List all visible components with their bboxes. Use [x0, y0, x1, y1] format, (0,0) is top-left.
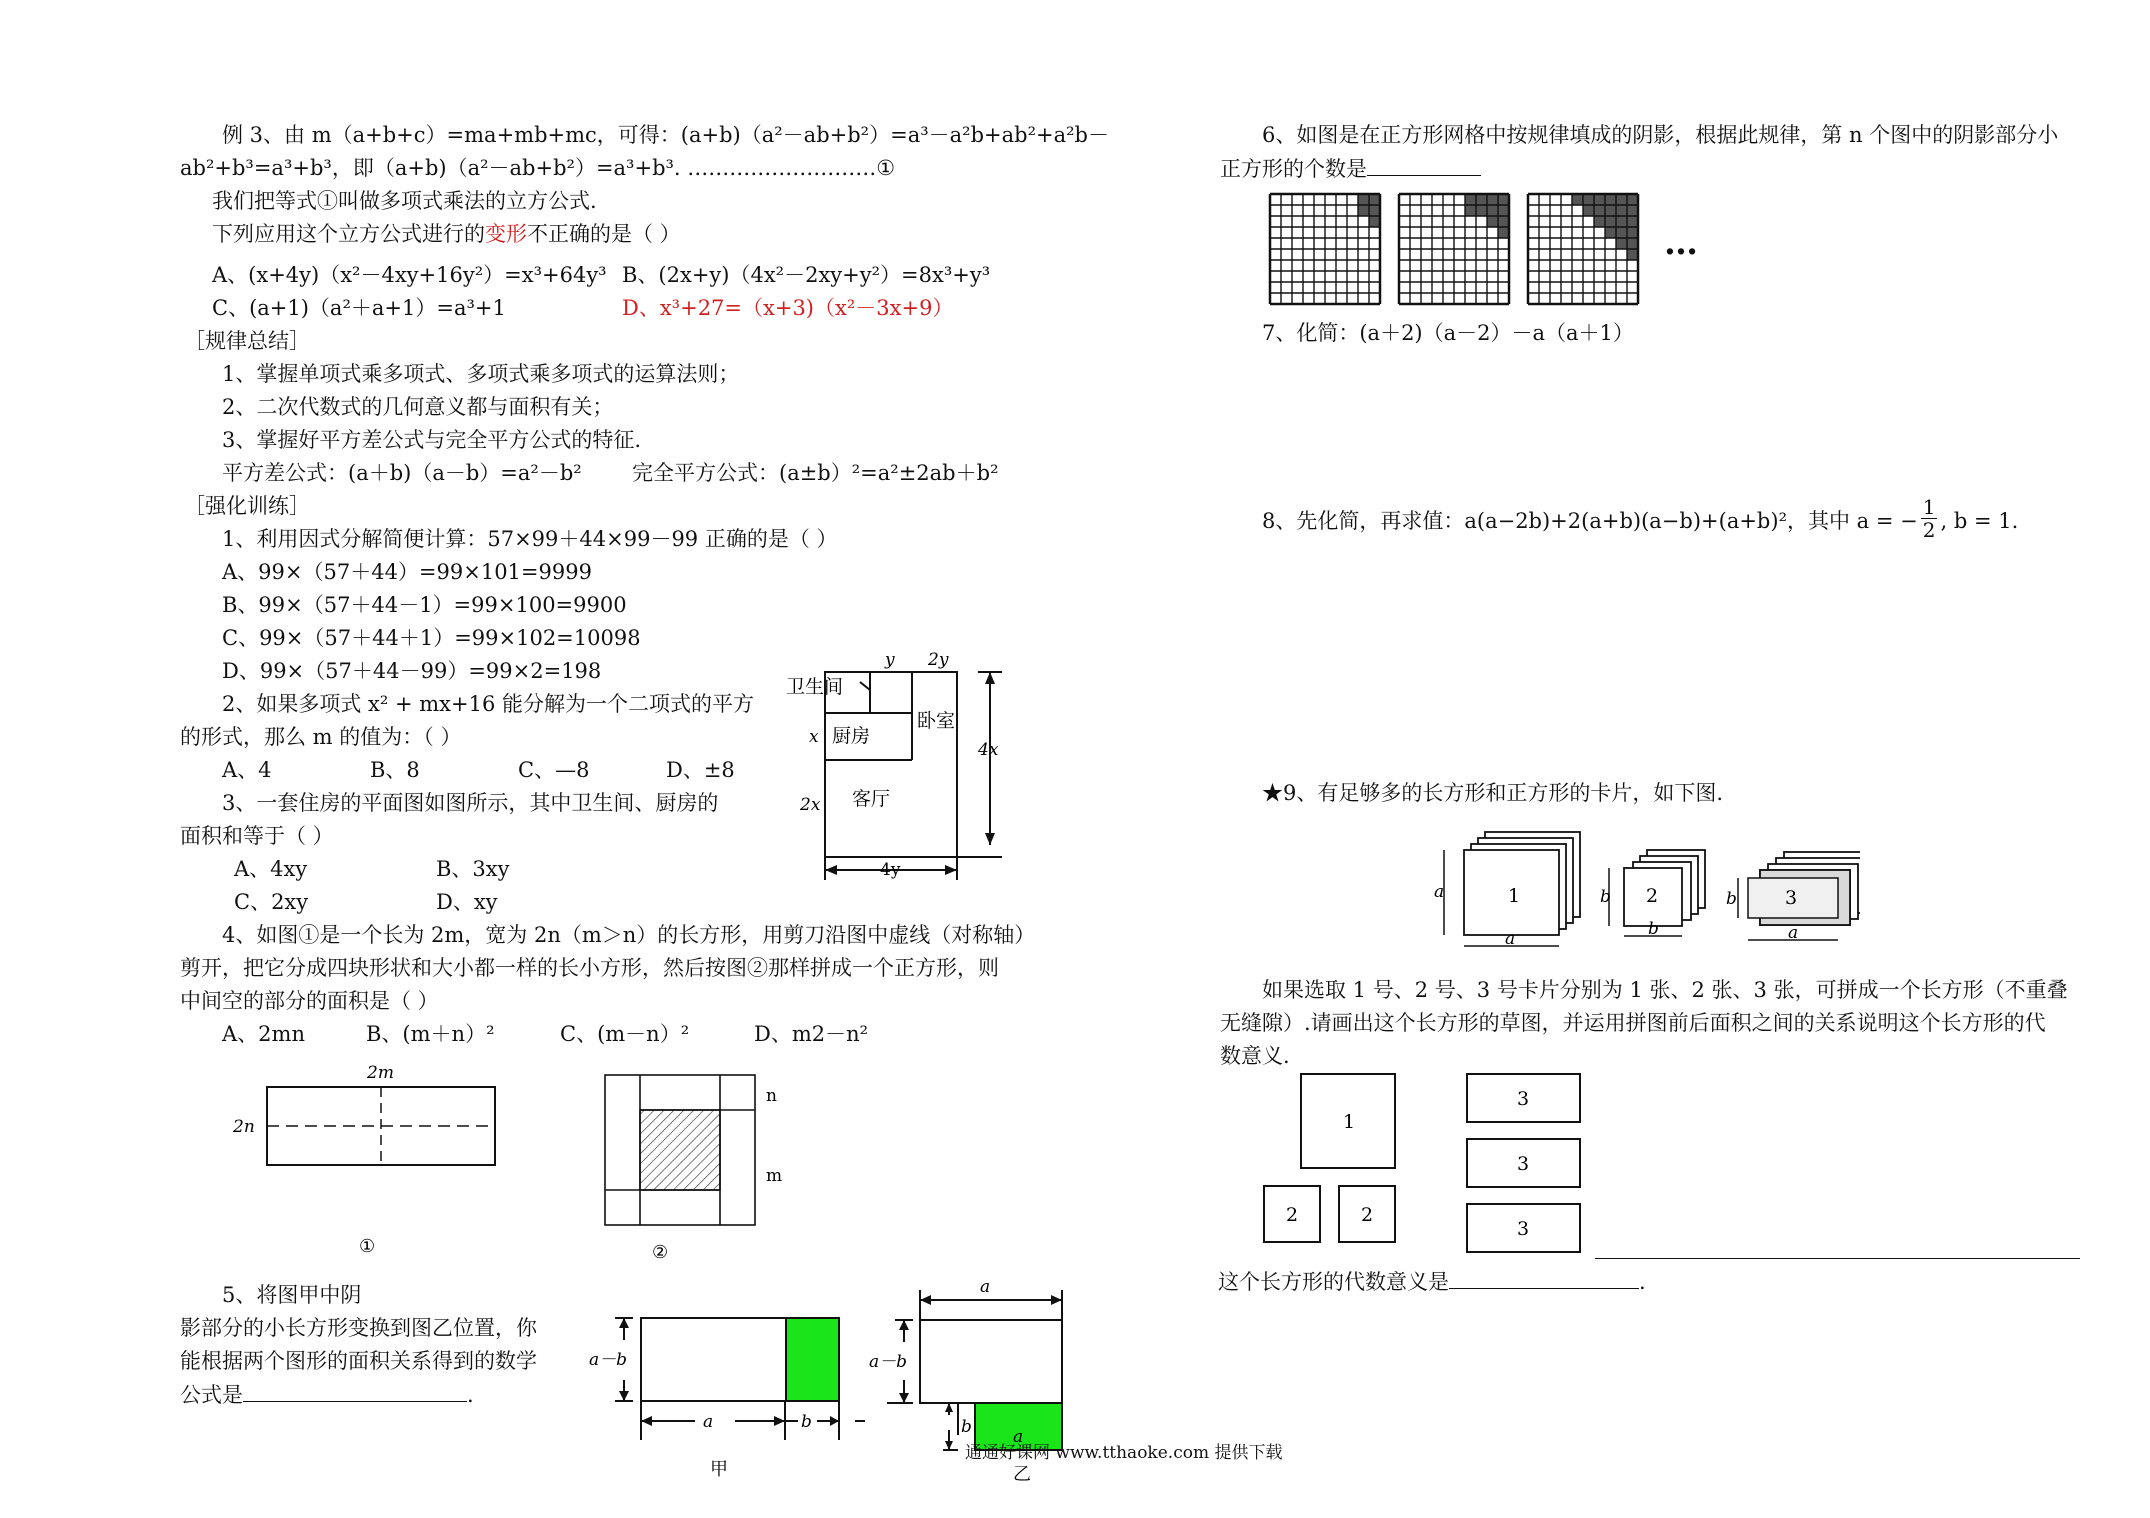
shaded-cell — [1476, 205, 1487, 216]
q1-option-d: D、99×（57＋44－99）=99×2=198 — [222, 659, 602, 683]
q2-text: 2、如果多项式 x² + mx+16 能分解为一个二项式的平方 — [222, 692, 754, 716]
option-a: A、(x+4y)（x²－4xy+16y²）=x³+64y³ — [212, 263, 607, 287]
jia-a-minus-b-label: a－b — [589, 1350, 628, 1370]
q4-text-3: 中间空的部分的面积是（ ） — [180, 989, 439, 1013]
living-room-label: 客厅 — [852, 788, 891, 810]
shaded-cell — [1616, 238, 1627, 249]
shaded-cell — [1487, 205, 1498, 216]
shaded-grid-2 — [1397, 192, 1511, 306]
x-dim-label: x — [809, 727, 819, 747]
q8-condition: , b = 1. — [1940, 509, 2019, 533]
jia-caption: 甲 — [710, 1459, 728, 1480]
piece-1-label: 1 — [1343, 1111, 1356, 1133]
q3-option-b: B、3xy — [436, 857, 510, 881]
card-1-bottom-a: a — [1505, 929, 1516, 949]
card-3-bottom-a: a — [1788, 923, 1799, 943]
q3-option-d: D、xy — [436, 890, 498, 914]
bedroom-label: 卧室 — [917, 710, 956, 732]
yi-caption: 乙 — [1013, 1464, 1031, 1485]
q9-period: . — [1639, 1270, 1646, 1294]
shaded-cell — [1498, 216, 1509, 227]
example3-line1: 例 3、由 m（a+b+c）=ma+mb+mc，可得：(a+b)（a²－ab+b²）=a³－a²b+ab²+a²b－ — [222, 123, 1109, 147]
shaded-cell — [1616, 205, 1627, 216]
q9-text-4: 数意义. — [1220, 1044, 1290, 1068]
shaded-cell — [1616, 227, 1627, 238]
2m-label: 2m — [367, 1063, 394, 1083]
sketch-answer-line[interactable] — [1595, 1258, 2080, 1259]
yi-a-minus-b-label: a－b — [869, 1352, 908, 1372]
card-3-side-b: b — [1726, 889, 1737, 909]
bathroom-room — [870, 672, 912, 713]
q1-option-c: C、99×（57＋44＋1）=99×102=10098 — [222, 626, 641, 650]
q3-option-c: C、2xy — [234, 890, 309, 914]
shaded-cell — [1572, 194, 1583, 205]
floor-plan-figure — [780, 645, 1015, 895]
card-2-bottom-b: b — [1648, 919, 1659, 939]
shaded-cell — [1627, 194, 1638, 205]
question-end: 不正确的是（ ） — [527, 222, 681, 246]
rule-3: 3、掌握好平方差公式与完全平方公式的特征. — [222, 428, 642, 452]
shaded-cell — [1358, 205, 1369, 216]
piece-2b-label: 2 — [1361, 1204, 1374, 1226]
shaded-cell — [1627, 216, 1638, 227]
q2-option-b: B、8 — [370, 758, 420, 782]
q1-option-a: A、99×（57＋44）=99×101=9999 — [222, 560, 592, 584]
shaded-cell — [1583, 205, 1594, 216]
card-selection-figure — [1255, 1066, 1595, 1266]
shaded-cell — [1627, 238, 1638, 249]
4x-dim-label: 4x — [978, 740, 999, 760]
fraction-denominator: 2 — [1922, 518, 1936, 542]
shaded-cell — [1627, 205, 1638, 216]
card-1-side-a: a — [1434, 882, 1445, 902]
training-heading: ［强化训练］ — [184, 494, 310, 518]
piece-3a-label: 3 — [1517, 1088, 1530, 1110]
piece-3c-label: 3 — [1517, 1218, 1530, 1240]
jia-b-label: b — [801, 1412, 812, 1432]
q8-expression: 8、先化简，再求值：a(a−2b)+2(a+b)(a−b)+(a+b)²，其中 a = − — [1262, 509, 1918, 533]
shaded-cell — [1358, 194, 1369, 205]
shaded-rectangle-jia — [786, 1318, 839, 1401]
piece-3b-label: 3 — [1517, 1153, 1530, 1175]
q6-text-2 — [1220, 155, 1481, 182]
figure-1-rectangle — [225, 1060, 525, 1260]
shaded-cell — [1627, 249, 1638, 260]
q6-prompt: 正方形的个数是 — [1220, 157, 1367, 181]
q6-answer-blank[interactable] — [1367, 155, 1481, 176]
2y-dim-label: 2y — [928, 650, 949, 670]
shaded-cell — [1605, 227, 1616, 238]
2x-dim-label: 2x — [800, 795, 821, 815]
q5-text-4 — [180, 1381, 474, 1408]
footer-credit: 通通好课网 www.tthaoke.com 提供下载 — [965, 1443, 1283, 1463]
q6-text: 6、如图是在正方形网格中按规律填成的阴影，根据此规律，第 n 个图中的阴影部分小 — [1262, 123, 2059, 147]
figure-1-caption: ① — [359, 1236, 376, 1257]
q8-text — [1262, 495, 2019, 545]
figure-jia — [585, 1280, 895, 1490]
q2-option-a: A、4 — [222, 758, 272, 782]
option-d: D、x³+27=（x+3)（x²－3x+9） — [622, 296, 954, 320]
jia-a-label: a — [703, 1412, 714, 1432]
shaded-grid-3 — [1526, 192, 1640, 306]
option-c: C、(a+1)（a²＋a+1）=a³+1 — [212, 296, 506, 320]
shaded-cell — [1465, 205, 1476, 216]
shaded-cell — [1465, 194, 1476, 205]
q3-option-a: A、4xy — [234, 857, 308, 881]
2n-label: 2n — [233, 1117, 255, 1137]
q4-text: 4、如图①是一个长为 2m，宽为 2n（m＞n）的长方形，用剪刀沿图中虚线（对称轴） — [222, 923, 1036, 947]
shaded-cell — [1605, 194, 1616, 205]
q5-text-3: 能根据两个图形的面积关系得到的数学 — [180, 1349, 537, 1373]
shaded-cell — [1487, 194, 1498, 205]
shaded-cell — [1616, 194, 1627, 205]
q1-option-b: B、99×（57＋44－1）=99×100=9900 — [222, 593, 627, 617]
q9-text-3: 无缝隙）.请画出这个长方形的草图，并运用拼图前后面积之间的关系说明这个长方形的代 — [1220, 1011, 2046, 1035]
q4-text-2: 剪开，把它分成四块形状和大小都一样的长小方形，然后按图②那样拼成一个正方形，则 — [180, 956, 999, 980]
shaded-grid-1 — [1268, 192, 1382, 306]
bathroom-label: 卫生间 — [786, 676, 844, 698]
kitchen-label: 厨房 — [832, 725, 871, 747]
q4-option-b: B、(m＋n）² — [366, 1022, 495, 1046]
q2-option-c: C、—8 — [518, 758, 590, 782]
figure-2-square — [590, 1065, 790, 1265]
q4-option-a: A、2mn — [222, 1022, 305, 1046]
q9-text: ★9、有足够多的长方形和正方形的卡片，如下图. — [1262, 781, 1724, 805]
highlight-text: 变形 — [485, 222, 527, 246]
shaded-cell — [1476, 194, 1487, 205]
q9-meaning-blank[interactable] — [1449, 1268, 1639, 1289]
q5-text: 5、将图甲中阴 — [222, 1283, 362, 1307]
q5-answer-blank[interactable] — [243, 1381, 467, 1402]
shaded-cell — [1583, 194, 1594, 205]
fraction-numerator: 1 — [1922, 495, 1936, 519]
q5-text-2: 影部分的小长方形变换到图乙位置，你 — [180, 1316, 537, 1340]
card-2-label: 2 — [1646, 885, 1659, 907]
figure-2-caption: ② — [652, 1242, 669, 1263]
q9-meaning-prompt: 这个长方形的代数意义是 — [1218, 1270, 1449, 1294]
m-label: m — [766, 1166, 783, 1186]
q4-option-d: D、m2－n² — [754, 1022, 869, 1046]
shaded-cell — [1498, 205, 1509, 216]
question-text: 下列应用这个立方公式进行的 — [212, 222, 485, 246]
rule-4-difference: 平方差公式：(a＋b)（a－b）=a²－b² — [222, 461, 582, 485]
floor-plan-outline — [825, 672, 957, 857]
card-3-label: 3 — [1785, 887, 1798, 909]
q9-text-2: 如果选取 1 号、2 号、3 号卡片分别为 1 张、2 张、3 张，可拼成一个长方形（不重叠 — [1262, 978, 2068, 1002]
q4-option-c: C、(m－n）² — [560, 1022, 690, 1046]
rule-4-square: 完全平方公式：(a±b）²=a²±2ab＋b² — [632, 461, 999, 485]
q5-period: . — [467, 1383, 474, 1407]
shaded-cell — [1594, 205, 1605, 216]
card-1-label: 1 — [1508, 885, 1521, 907]
shaded-cell — [1605, 205, 1616, 216]
rule-1: 1、掌握单项式乘多项式、多项式乘多项式的运算法则； — [222, 362, 740, 386]
shaded-cell — [1616, 216, 1627, 227]
shaded-cell — [1369, 205, 1380, 216]
shaded-cell — [1498, 194, 1509, 205]
shaded-cell — [1627, 227, 1638, 238]
q8-fraction — [1921, 496, 1938, 541]
shaded-cell — [1605, 216, 1616, 227]
shaded-cell — [1594, 194, 1605, 205]
option-b: B、(2x+y)（4x²－2xy+y²）=8x³+y³ — [622, 263, 991, 287]
y-dim-label: y — [885, 650, 895, 670]
q1-text: 1、利用因式分解简便计算：57×99＋44×99－99 正确的是（ ） — [222, 527, 838, 551]
shaded-cell — [1369, 216, 1380, 227]
piece-2a-label: 2 — [1286, 1204, 1299, 1226]
yi-a-top-label: a — [980, 1277, 991, 1297]
q2-option-d: D、±8 — [666, 758, 735, 782]
rule-2: 2、二次代数式的几何意义都与面积有关； — [222, 395, 614, 419]
shaded-cell — [1498, 227, 1509, 238]
yi-b-label: b — [961, 1417, 972, 1437]
q7-text: 7、化简：(a＋2)（a－2）－a（a＋1） — [1262, 321, 1634, 345]
continuation-dots: … — [1664, 223, 1698, 263]
shaded-cell — [1594, 216, 1605, 227]
q2-text-2: 的形式，那么 m 的值为：（ ） — [180, 725, 462, 749]
shaded-cell — [1369, 194, 1380, 205]
example3-question — [212, 221, 681, 247]
card-2-side-b: b — [1600, 887, 1611, 907]
cards-figure — [1420, 822, 1860, 962]
q3-text: 3、一套住房的平面图如图所示，其中卫生间、厨房的 — [222, 791, 719, 815]
shaded-cell — [1487, 216, 1498, 227]
q5-prompt: 公式是 — [180, 1383, 243, 1407]
example3-line3: 我们把等式①叫做多项式乘法的立方公式. — [212, 189, 597, 213]
n-label: n — [766, 1086, 777, 1106]
4y-dim-label: 4y — [880, 860, 901, 880]
example3-line2: ab²+b³=a³+b³，即（a+b)（a²－ab+b²）=a³+b³. ………………………① — [180, 156, 896, 180]
yi-a-bottom-label: a — [1013, 1427, 1024, 1447]
rule-heading: ［规律总结］ — [184, 329, 310, 353]
q3-text-2: 面积和等于（ ） — [180, 824, 334, 848]
q9-meaning — [1218, 1268, 1646, 1295]
